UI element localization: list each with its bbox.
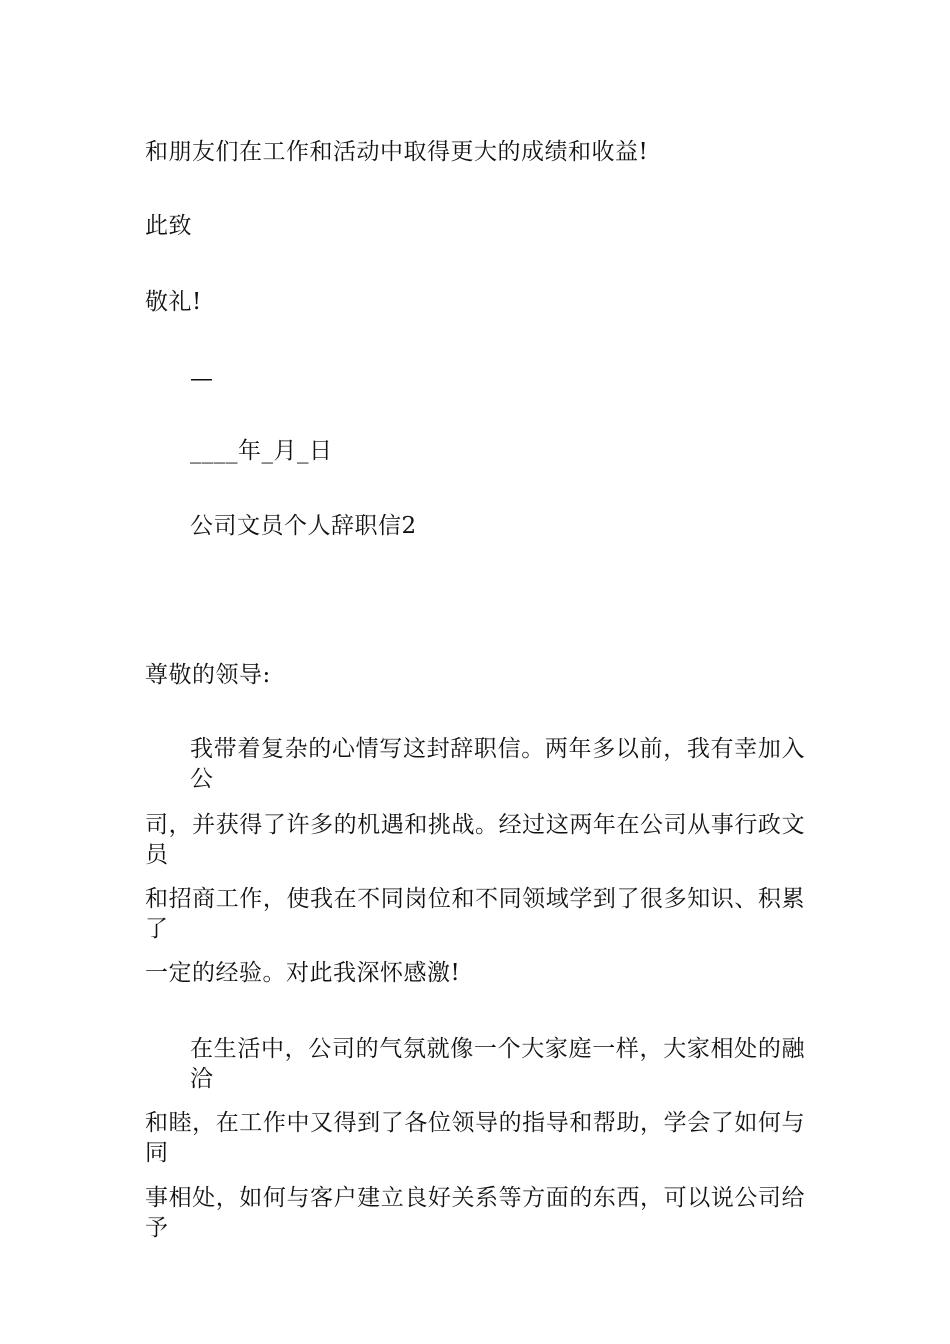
- section-title: 公司文员个人辞职信2: [190, 513, 417, 539]
- paragraph1-line4: 一定的经验。对此我深怀感激!: [145, 960, 461, 986]
- paragraph2-line3: 事相处，如何与客户建立良好关系等方面的东西，可以说公司给予: [145, 1185, 805, 1241]
- salutation-close-2: 敬礼!: [145, 289, 202, 315]
- paragraph2-line1: 在生活中，公司的气氛就像一个大家庭一样，大家相处的融洽: [190, 1036, 805, 1092]
- paragraph2-line2: 和睦，在工作中又得到了各位领导的指导和帮助，学会了如何与同: [145, 1110, 805, 1166]
- paragraph1-line1: 我带着复杂的心情写这封辞职信。两年多以前，我有幸加入公: [190, 736, 805, 792]
- signature-dash: —: [190, 366, 214, 392]
- salutation-close-1: 此致: [145, 213, 192, 239]
- greeting: 尊敬的领导:: [145, 662, 271, 688]
- paragraph1-line3: 和招商工作，使我在不同岗位和不同领域学到了很多知识、积累了: [145, 886, 805, 942]
- closing-line: 和朋友们在工作和活动中取得更大的成绩和收益!: [145, 139, 649, 165]
- date-line: ____年_月_日: [190, 438, 333, 464]
- paragraph1-line2: 司，并获得了许多的机遇和挑战。经过这两年在公司从事行政文员: [145, 812, 805, 868]
